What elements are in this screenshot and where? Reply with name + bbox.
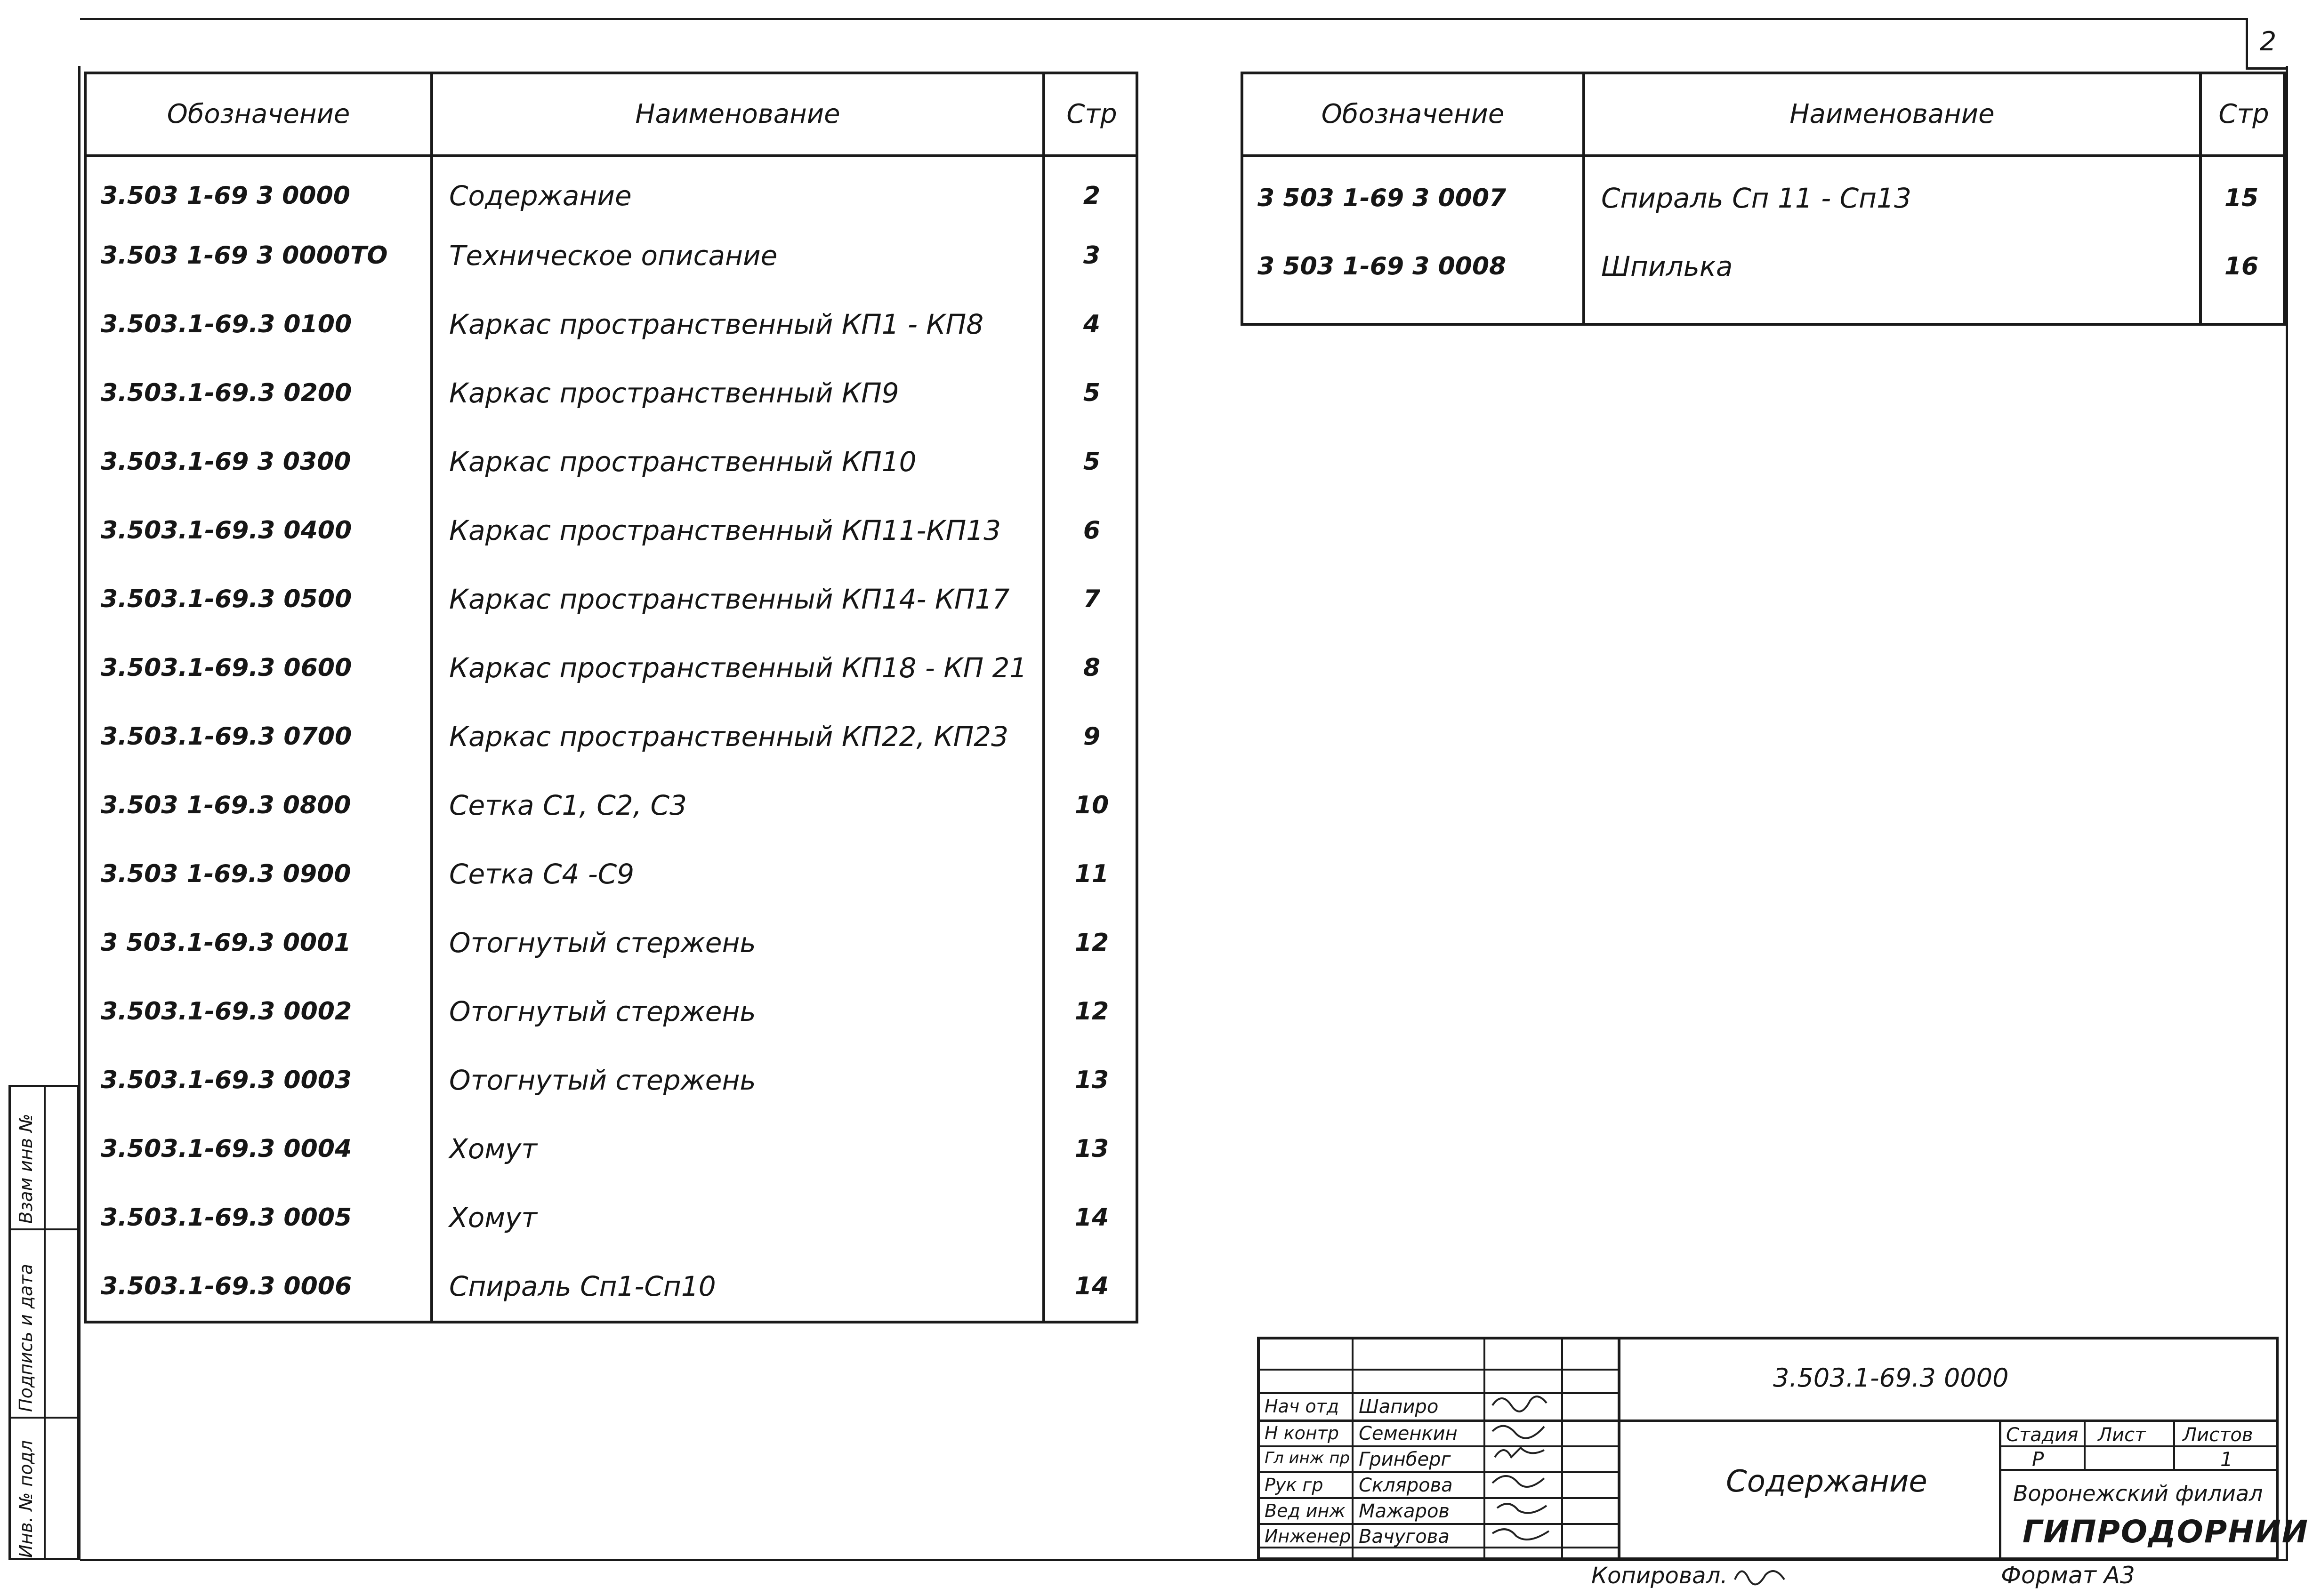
row-name: Содержание <box>449 180 632 212</box>
row-page: 5 <box>1083 448 1101 476</box>
table-row <box>87 1046 1136 1115</box>
row-page: 14 <box>1074 1272 1109 1300</box>
stamp-signature-date: Подпись и дата <box>16 1264 36 1412</box>
grid-line <box>1260 1369 1620 1371</box>
copier-signature <box>1733 1561 1789 1595</box>
row-code: 3.503.1-69.3 0600 <box>101 654 352 682</box>
row-page: 11 <box>1074 860 1109 888</box>
sheets-value: 1 <box>2220 1448 2233 1471</box>
stage-value: Р <box>2032 1448 2044 1471</box>
row-code: 3.503.1-69.3 0100 <box>101 310 352 338</box>
table-row <box>87 565 1136 634</box>
copied-by: Копировал. <box>1591 1563 1728 1589</box>
table-row <box>87 908 1136 977</box>
grid-line <box>44 1087 46 1558</box>
table-header <box>87 74 1136 157</box>
row-name: Шпилька <box>1601 250 1733 282</box>
row-page: 7 <box>1083 585 1101 613</box>
row-name: Спираль Сп 11 - Сп13 <box>1601 182 1911 214</box>
row-code: 3.503 1-69.3 0800 <box>101 791 351 819</box>
staff-role: Вед инж <box>1265 1500 1346 1521</box>
contents-table-right <box>1241 72 2286 326</box>
row-code: 3.503.1-69.3 0400 <box>101 516 352 545</box>
organization-name: ГИПРОДОРНИИ <box>2023 1514 2309 1550</box>
table-row <box>1243 164 2283 233</box>
row-code: 3.503 1-69 3 0000 <box>101 182 350 210</box>
grid-line <box>1260 1445 1620 1447</box>
grid-line <box>1352 1339 1354 1560</box>
row-code: 3.503.1-69.3 0700 <box>101 722 352 751</box>
row-code: 3.503.1-69.3 0006 <box>101 1272 352 1300</box>
grid-line <box>1999 1420 2001 1560</box>
grid-line <box>1260 1392 1620 1394</box>
table-header <box>1243 74 2283 157</box>
row-name: Каркас пространственный КП22, КП23 <box>449 721 1008 753</box>
row-code: 3.503.1-69.3 0005 <box>101 1203 352 1232</box>
row-code: 3.503.1-69 3 0300 <box>101 448 351 476</box>
grid-line <box>2084 1420 2086 1469</box>
row-code: 3 503 1-69 3 0008 <box>1257 252 1507 281</box>
row-name: Сетка С4 -С9 <box>449 858 635 890</box>
sheet-label: Лист <box>2098 1424 2146 1446</box>
document-code: 3.503.1-69.3 0000 <box>1773 1363 2009 1393</box>
table-row <box>87 840 1136 908</box>
organization-branch: Воронежский филиал <box>2013 1481 2263 1506</box>
row-page: 4 <box>1083 310 1101 338</box>
signatures <box>1488 1387 1558 1551</box>
row-page: 8 <box>1083 654 1101 682</box>
row-name: Отогнутый стержень <box>449 995 756 1027</box>
row-name: Каркас пространственный КП9 <box>449 377 899 409</box>
staff-name: Шапиро <box>1359 1396 1439 1418</box>
table-row <box>87 221 1136 290</box>
frame-top <box>80 18 2246 20</box>
row-page: 9 <box>1083 722 1101 751</box>
row-page: 12 <box>1074 997 1109 1026</box>
grid-line <box>1483 1339 1485 1560</box>
staff-name: Вачугова <box>1359 1526 1450 1548</box>
staff-name: Мажаров <box>1359 1500 1450 1522</box>
document-title: Содержание <box>1726 1464 1927 1499</box>
row-page: 12 <box>1074 929 1109 957</box>
grid-line <box>1260 1471 1620 1473</box>
row-code: 3.503.1-69.3 0002 <box>101 997 352 1026</box>
row-page: 16 <box>2224 252 2259 281</box>
row-code: 3.503.1-69.3 0003 <box>101 1066 352 1094</box>
header-designation: Обозначение <box>1321 99 1505 129</box>
staff-role: Нач отд <box>1265 1396 1339 1417</box>
row-name: Спираль Сп1-Сп10 <box>449 1270 716 1302</box>
staff-role: Рук гр <box>1265 1475 1323 1495</box>
row-name: Каркас пространственный КП1 - КП8 <box>449 308 984 340</box>
staff-name: Склярова <box>1359 1475 1453 1496</box>
table-row <box>87 1115 1136 1183</box>
row-name: Каркас пространственный КП11-КП13 <box>449 514 1001 546</box>
staff-name: Гринберг <box>1359 1449 1451 1470</box>
row-name: Техническое описание <box>449 240 778 272</box>
row-page: 3 <box>1083 241 1101 270</box>
stamp-replacement-inventory: Взам инв № <box>16 1114 36 1224</box>
sheets-label: Листов <box>2183 1424 2253 1446</box>
row-code: 3.503.1-69.3 0500 <box>101 585 352 613</box>
row-name: Хомут <box>449 1202 538 1234</box>
header-designation: Обозначение <box>167 99 350 129</box>
table-row <box>87 1252 1136 1321</box>
grid-line <box>1260 1420 2279 1422</box>
header-name: Наименование <box>635 99 840 129</box>
row-page: 6 <box>1083 516 1101 545</box>
table-row <box>87 359 1136 427</box>
row-code: 3.503.1-69.3 0200 <box>101 379 352 407</box>
grid-line <box>1618 1339 1620 1560</box>
table-row <box>87 634 1136 702</box>
table-row <box>87 161 1136 230</box>
format-label: Формат А3 <box>2001 1562 2135 1589</box>
grid-line <box>1561 1339 1563 1560</box>
page-number: 2 <box>2259 26 2277 57</box>
table-row <box>87 771 1136 840</box>
frame-right <box>2286 66 2288 1560</box>
grid-line <box>1260 1497 1620 1499</box>
side-stamp <box>8 1085 79 1560</box>
row-page: 13 <box>1074 1135 1109 1163</box>
row-name: Каркас пространственный КП10 <box>449 446 917 478</box>
grid-line <box>2173 1420 2175 1469</box>
row-name: Каркас пространственный КП18 - КП 21 <box>449 652 1027 684</box>
row-page: 2 <box>1083 182 1101 210</box>
row-name: Каркас пространственный КП14- КП17 <box>449 583 1010 615</box>
row-code: 3.503.1-69.3 0004 <box>101 1135 352 1163</box>
staff-role: Н контр <box>1265 1423 1339 1444</box>
header-page: Стр <box>2218 99 2269 129</box>
row-page: 10 <box>1074 791 1109 819</box>
table-row <box>87 702 1136 771</box>
row-name: Отогнутый стержень <box>449 1064 756 1096</box>
staff-name: Семенкин <box>1359 1423 1458 1444</box>
title-block <box>1257 1337 2309 1560</box>
table-row <box>87 977 1136 1046</box>
row-name: Сетка С1, С2, С3 <box>449 789 687 821</box>
staff-role: Гл инж пр <box>1265 1449 1350 1468</box>
header-name: Наименование <box>1789 99 1995 129</box>
header-page: Стр <box>1066 99 1117 129</box>
row-code: 3.503 1-69 3 0000ТО <box>101 241 388 270</box>
copier-signature-scribble <box>1733 1561 1789 1589</box>
row-code: 3.503 1-69.3 0900 <box>101 860 351 888</box>
row-page: 14 <box>1074 1203 1109 1232</box>
row-name: Отогнутый стержень <box>449 927 756 959</box>
table-row <box>87 427 1136 496</box>
table-row <box>87 1183 1136 1252</box>
stamp-inventory-number: Инв. № подл <box>16 1440 36 1558</box>
grid-line <box>1260 1523 1620 1525</box>
row-code: 3 503 1-69 3 0007 <box>1257 184 1507 212</box>
table-row <box>1243 232 2283 301</box>
table-row <box>87 496 1136 565</box>
row-page: 15 <box>2224 184 2259 212</box>
table-row <box>87 290 1136 359</box>
row-page: 5 <box>1083 379 1101 407</box>
staff-role: Инженер <box>1265 1526 1351 1547</box>
row-page: 13 <box>1074 1066 1109 1094</box>
contents-table-left <box>84 72 1138 1323</box>
page-number-box <box>2246 18 2288 70</box>
row-code: 3 503.1-69.3 0001 <box>101 929 351 957</box>
row-name: Хомут <box>449 1133 538 1165</box>
stage-label: Стадия <box>2006 1424 2079 1446</box>
